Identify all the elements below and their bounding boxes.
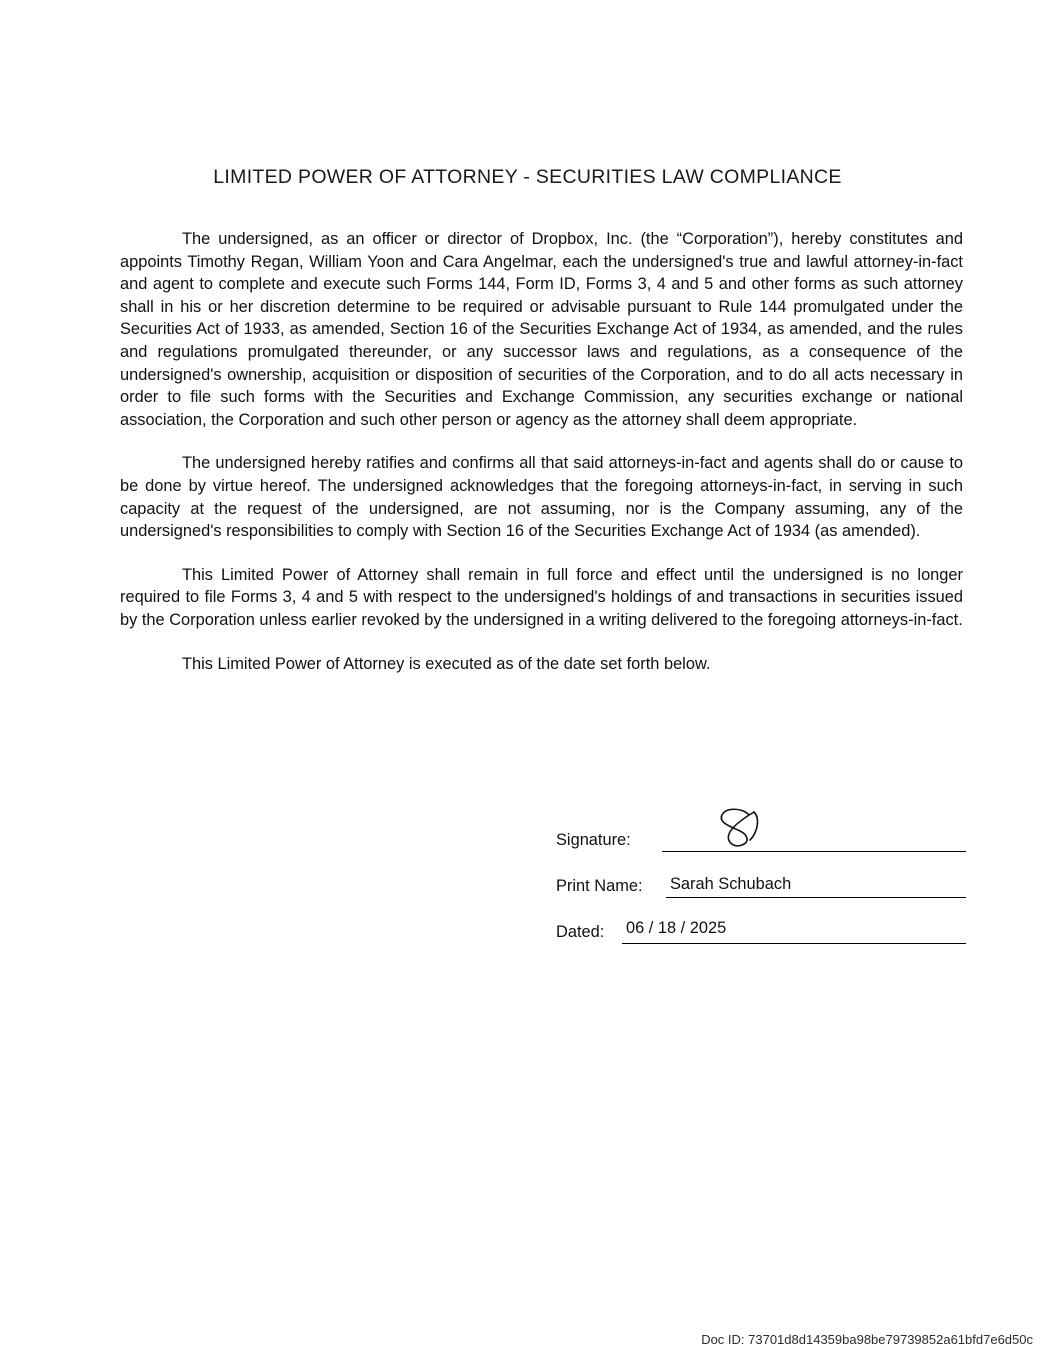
dated-row — [556, 902, 966, 948]
paragraph-3 — [120, 564, 963, 632]
paragraph-text: This Limited Power of Attorney is executed as of the date set forth below. — [182, 654, 711, 673]
signature-ink-icon[interactable] — [696, 804, 788, 850]
signature-line — [662, 851, 966, 852]
paragraph-1 — [120, 228, 963, 431]
print-name-line — [666, 897, 966, 898]
document-body — [120, 228, 963, 696]
signature-label: Signature: — [556, 831, 631, 849]
signature-block — [556, 810, 966, 948]
page-title: LIMITED POWER OF ATTORNEY - SECURITIES LAW COMPLIANCE — [213, 166, 842, 188]
paragraph-text: The undersigned hereby ratifies and confirms all that said attorneys-in-fact and agents shall do or cause to be done by virtue hereof. The undersigned acknowledges that the foregoing attorneys-in-fact, in serving in such capacity at the request of the undersigned, are not assuming, nor is the Company assuming, any of the undersigned's responsibilities to comply with Section 16 of the Securities Exchange Act of 1934 (as amended). — [120, 454, 963, 541]
paragraph-text: This Limited Power of Attorney shall remain in full force and effect until the undersigned is no longer required to file Forms 3, 4 and 5 with respect to the undersigned's holdings of and transactions in securities issued by the Corporation unless earlier revoked by the undersigned in a writing delivered to the foregoing attorneys-in-fact. — [120, 565, 963, 629]
dated-label: Dated: — [556, 923, 605, 941]
print-name-value[interactable]: Sarah Schubach — [670, 875, 792, 893]
paragraph-4 — [120, 653, 963, 676]
document-id-footer: Doc ID: 73701d8d14359ba98be79739852a61bfd7e6d50c — [701, 1332, 1033, 1347]
dated-value[interactable]: 06 / 18 / 2025 — [626, 919, 727, 937]
print-name-row — [556, 856, 966, 902]
print-name-label: Print Name: — [556, 877, 643, 895]
paragraph-2 — [120, 452, 963, 542]
signature-row — [556, 810, 966, 856]
dated-line — [622, 943, 966, 944]
paragraph-text: The undersigned, as an officer or director of Dropbox, Inc. (the “Corporation”), hereby constitutes and appoints Timothy Regan, William Yoon and Cara Angelmar, each the undersigned's true and lawful attorney-in-fact and agent to complete and execute such Forms 144, Form ID, Forms 3, 4 and 5 and other forms as such attorney shall in his or her discretion determine to be required or advisable pursuant to Rule 144 promulgated under the Securities Act of 1933, as amended, Section 16 of the Securities Exchange Act of 1934, as amended, and the rules and regulations promulgated thereunder, or any successor laws and regulations, as a consequence of the undersigned's ownership, acquisition or disposition of securities of the Corporation, and to do all acts necessary in order to file such forms with the Securities and Exchange Commission, any securities exchange or national association, the Corporation and such other person or agency as the attorney shall deem appropriate. — [120, 230, 963, 429]
